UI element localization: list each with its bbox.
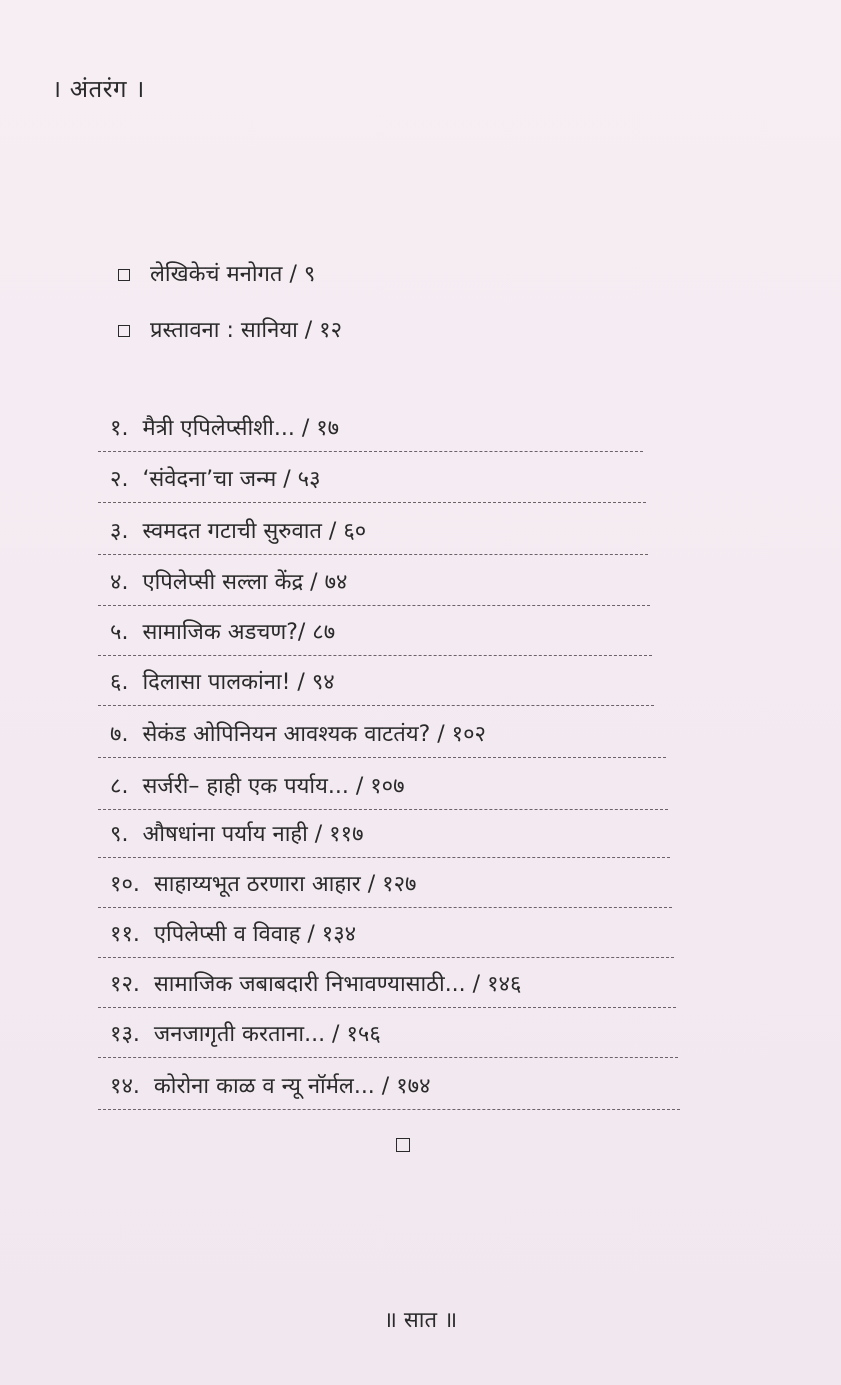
chapter-row	[98, 1060, 680, 1110]
chapter-number: ६.	[110, 670, 129, 695]
intro-item-label: प्रस्तावना : सानिया / १२	[150, 318, 343, 343]
chapter-title: जनजागृती करताना... / १५६	[153, 1022, 381, 1047]
chapter-title: साहाय्यभूत ठरणारा आहार / १२७	[153, 872, 417, 897]
chapter-row	[98, 858, 672, 908]
chapter-title: सामाजिक जबाबदारी निभावण्यासाठी... / १४६	[153, 972, 522, 997]
chapter-title: मैत्री एपिलेप्सीशी... / १७	[142, 416, 340, 441]
dotted-divider	[98, 1057, 678, 1058]
dotted-divider	[98, 1109, 680, 1110]
chapter-row	[98, 958, 676, 1008]
chapter-row	[98, 656, 654, 706]
chapter-number: २.	[110, 467, 129, 492]
chapter-title: सर्जरी– हाही एक पर्याय... / १०७	[142, 774, 405, 799]
end-square-icon	[396, 1138, 410, 1152]
chapter-number: १३.	[110, 1022, 140, 1047]
chapter-row	[98, 453, 646, 503]
intro-item-preface	[118, 258, 315, 288]
chapter-title: औषधांना पर्याय नाही / ११७	[142, 822, 364, 847]
chapter-title: एपिलेप्सी सल्ला केंद्र / ७४	[142, 570, 348, 595]
chapter-number: ४.	[110, 570, 129, 595]
chapter-row	[98, 1008, 678, 1058]
chapter-number: ११.	[110, 922, 140, 947]
chapter-row	[98, 505, 648, 555]
chapter-row	[98, 708, 666, 758]
dotted-divider	[98, 451, 643, 452]
contents-heading: । अंतरंग ।	[52, 75, 145, 103]
dotted-divider	[98, 554, 648, 555]
chapter-number: ३.	[110, 519, 129, 544]
chapter-title: ‘संवेदना’चा जन्म / ५३	[142, 467, 321, 492]
chapter-number: ८.	[110, 774, 129, 799]
page-number: ॥ सात ॥	[383, 1308, 458, 1333]
chapter-row	[98, 606, 652, 656]
chapter-title: सामाजिक अडचण?/ ८७	[142, 620, 336, 645]
chapter-title: स्वमदत गटाची सुरुवात / ६०	[142, 519, 367, 544]
dotted-divider	[98, 757, 666, 758]
intro-item-label: लेखिकेचं मनोगत / ९	[150, 262, 316, 287]
chapter-row	[98, 908, 674, 958]
chapter-row	[98, 808, 670, 858]
intro-item-foreword	[118, 314, 342, 344]
chapter-number: ९.	[110, 822, 129, 847]
dotted-divider	[98, 502, 646, 503]
chapter-row	[98, 556, 650, 606]
chapter-title: सेकंड ओपिनियन आवश्यक वाटतंय? / १०२	[142, 722, 486, 747]
chapter-number: १.	[110, 416, 129, 441]
chapter-number: ७.	[110, 722, 129, 747]
chapter-number: १०.	[110, 872, 140, 897]
chapter-number: ५.	[110, 620, 129, 645]
chapter-row	[98, 402, 643, 452]
chapter-number: १२.	[110, 972, 140, 997]
dotted-divider	[98, 705, 654, 706]
chapter-row	[98, 760, 668, 810]
chapter-title: दिलासा पालकांना! / ९४	[142, 670, 335, 695]
chapter-title: कोरोना काळ व न्यू नॉर्मल... / १७४	[153, 1074, 431, 1099]
chapter-number: १४.	[110, 1074, 140, 1099]
square-bullet-icon	[118, 269, 130, 281]
chapter-title: एपिलेप्सी व विवाह / १३४	[153, 922, 357, 947]
square-bullet-icon	[118, 325, 130, 337]
